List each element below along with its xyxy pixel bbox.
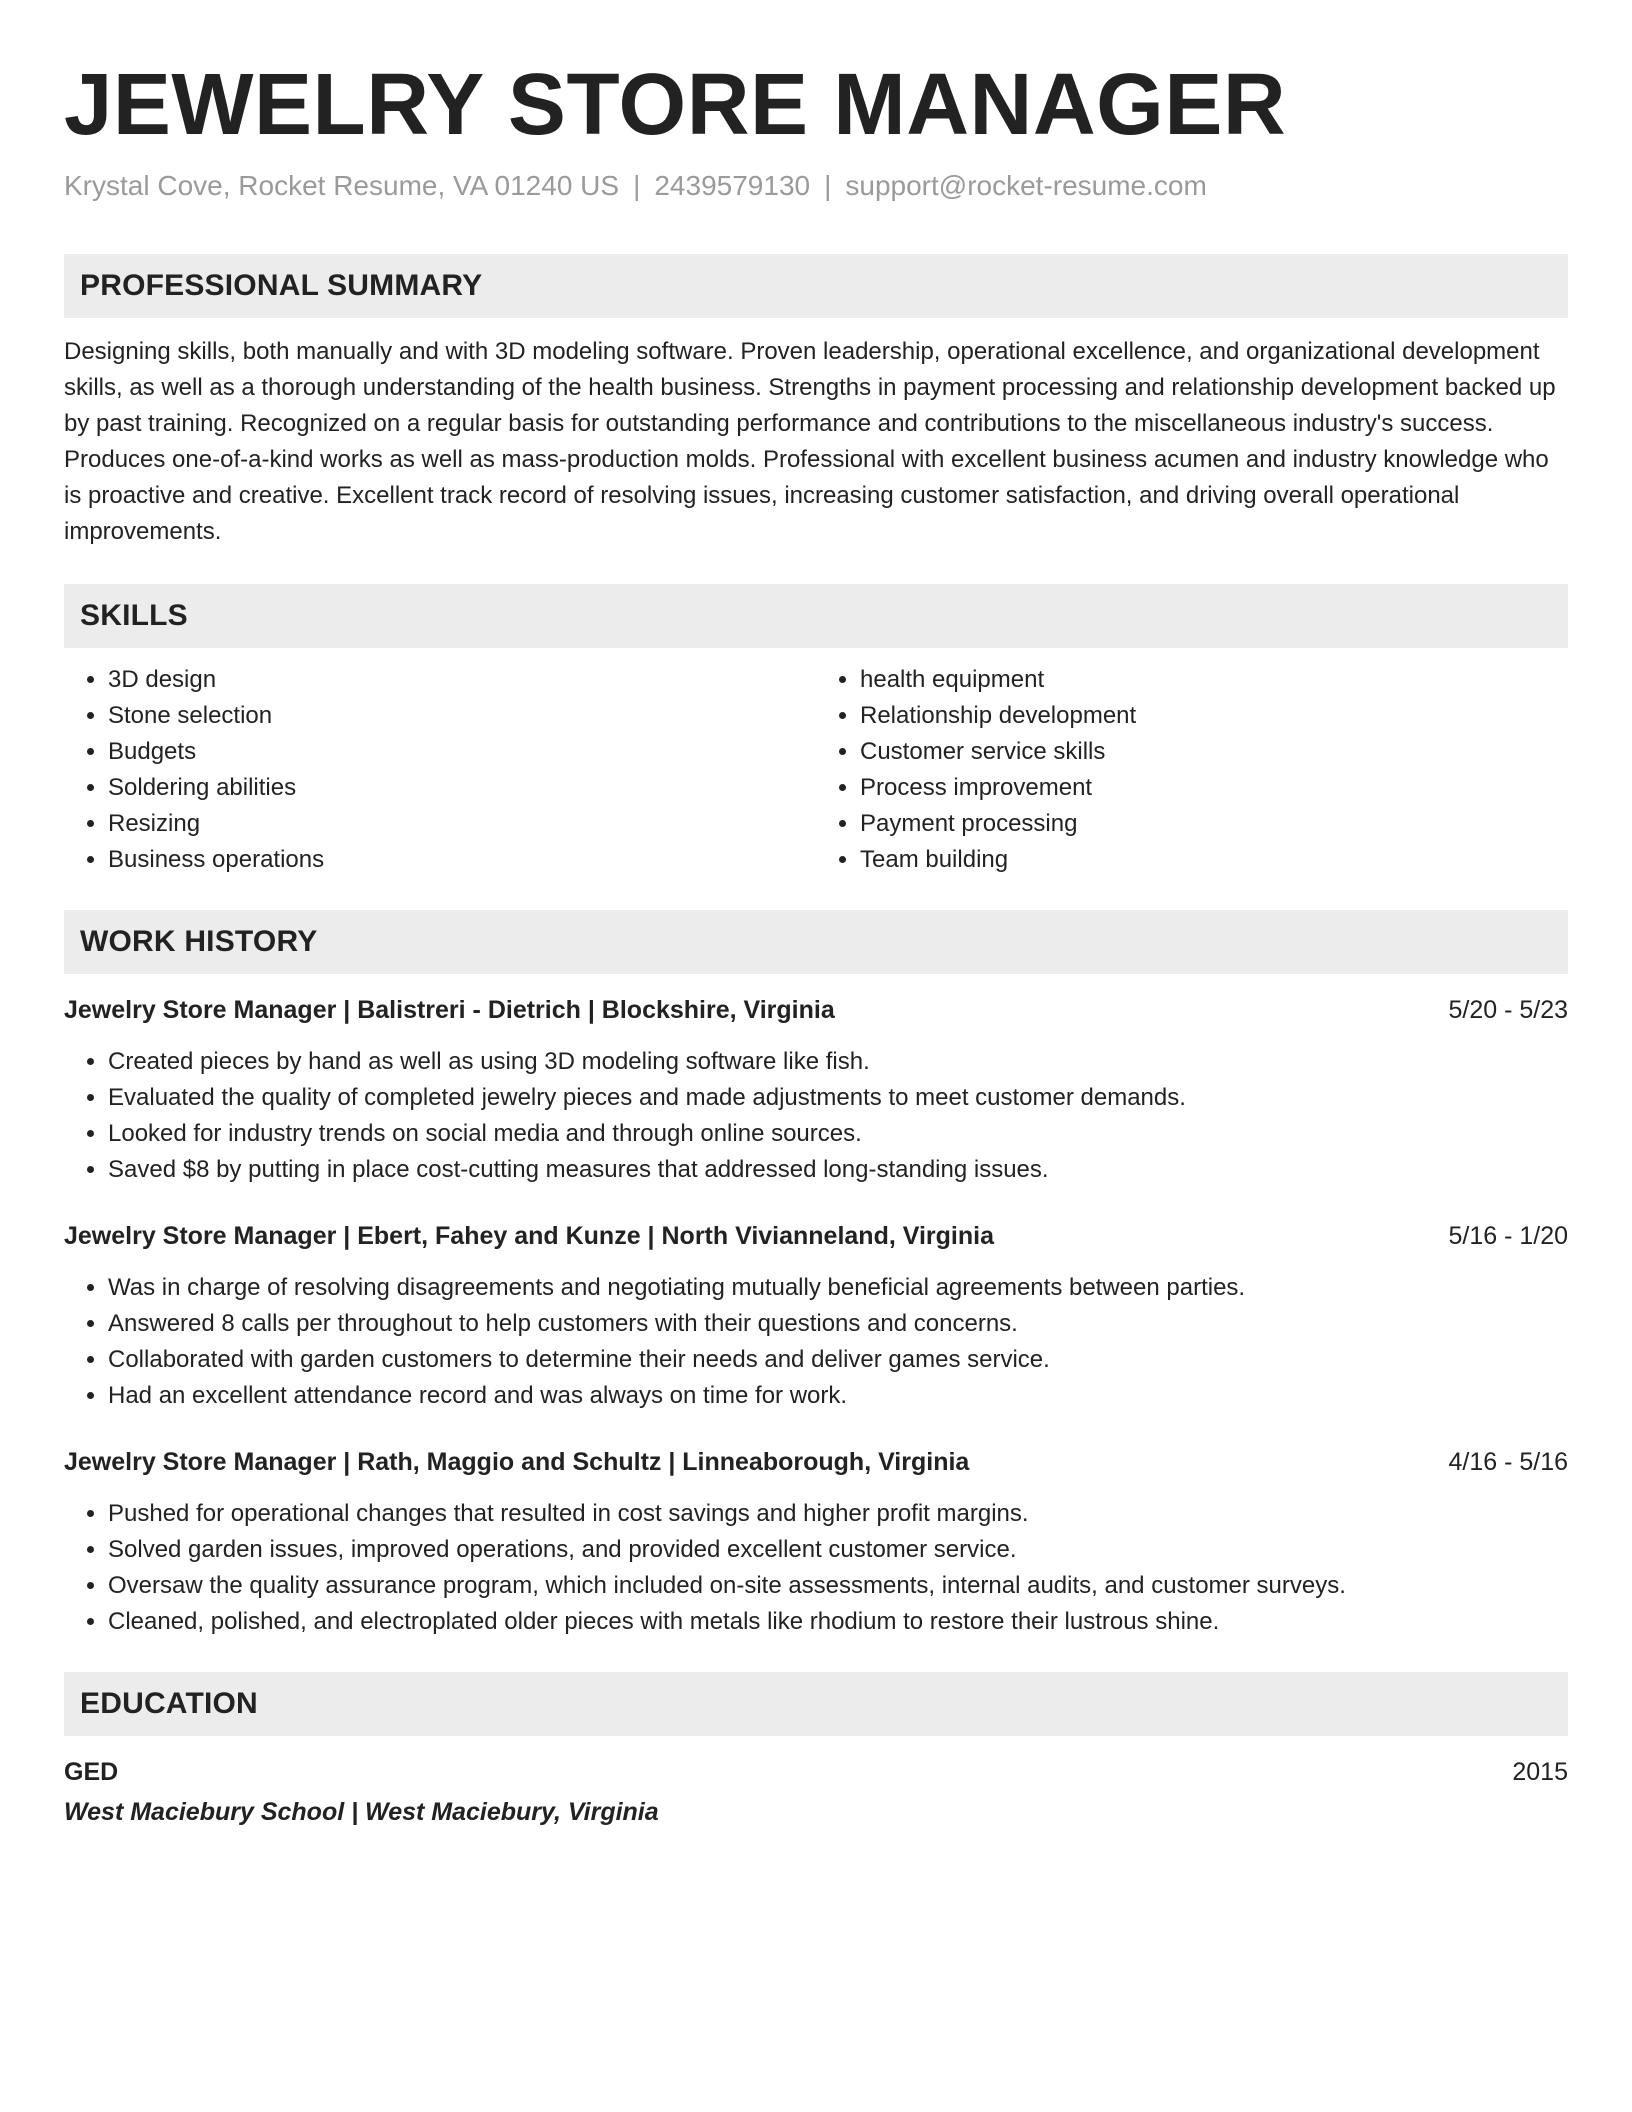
skill-item: • health equipment <box>860 662 1568 698</box>
job-header <box>64 1218 1568 1254</box>
skill-item: • Budgets <box>108 734 816 770</box>
job-bullets <box>64 1270 1568 1414</box>
job-dates: 4/16 - 5/16 <box>1448 1448 1568 1476</box>
job-dates: 5/16 - 1/20 <box>1448 1222 1568 1250</box>
contact-separator: | <box>824 170 832 201</box>
education-section-header <box>64 1672 1568 1736</box>
contact-separator: | <box>633 170 641 201</box>
contact-phone: 2439579130 <box>654 170 811 201</box>
section-title: WORK HISTORY <box>80 925 318 958</box>
skill-item: • Payment processing <box>860 806 1568 842</box>
skill-item: • Customer service skills <box>860 734 1568 770</box>
job-header <box>64 992 1568 1028</box>
skill-item: • Stone selection <box>108 698 816 734</box>
job-bullet: • Pushed for operational changes that resulted in cost savings and higher profit margins. <box>108 1496 1568 1532</box>
skill-item: • Process improvement <box>860 770 1568 806</box>
education-school: West Maciebury School | West Maciebury, Virginia <box>64 1798 659 1826</box>
job-bullet: • Answered 8 calls per throughout to help customers with their questions and concerns. <box>108 1306 1568 1342</box>
skills-section-header <box>64 584 1568 648</box>
job-heading: Jewelry Store Manager | Rath, Maggio and Schultz | Linneaborough, Virginia <box>64 1448 970 1476</box>
skills-column-left <box>64 662 816 878</box>
skill-item: • Resizing <box>108 806 816 842</box>
job-entry <box>64 1444 1568 1640</box>
skill-item: • Relationship development <box>860 698 1568 734</box>
job-heading: Jewelry Store Manager | Ebert, Fahey and Kunze | North Vivianneland, Virginia <box>64 1222 994 1250</box>
work-history-section-header <box>64 910 1568 974</box>
candidate-name: JEWELRY STORE MANAGER <box>64 56 1287 153</box>
job-bullet: • Looked for industry trends on social media and through online sources. <box>108 1116 1568 1152</box>
job-heading: Jewelry Store Manager | Balistreri - Dietrich | Blockshire, Virginia <box>64 996 835 1024</box>
skill-item: • 3D design <box>108 662 816 698</box>
section-title: SKILLS <box>80 599 188 632</box>
job-bullet: • Saved $8 by putting in place cost-cutting measures that addressed long-standing issues. <box>108 1152 1568 1188</box>
job-bullet: • Solved garden issues, improved operations, and provided excellent customer service. <box>108 1532 1568 1568</box>
skills-list <box>64 662 1568 878</box>
contact-line <box>64 168 1568 204</box>
job-bullet: • Cleaned, polished, and electroplated older pieces with metals like rhodium to restore their lustrous shine. <box>108 1604 1568 1640</box>
job-bullet: • Was in charge of resolving disagreements and negotiating mutually beneficial agreements between parties. <box>108 1270 1568 1306</box>
section-title: EDUCATION <box>80 1687 258 1720</box>
contact-address: Krystal Cove, Rocket Resume, VA 01240 US <box>64 170 620 201</box>
skills-column-right <box>816 662 1568 878</box>
job-entry <box>64 992 1568 1188</box>
section-title: PROFESSIONAL SUMMARY <box>80 269 483 302</box>
job-entry <box>64 1218 1568 1414</box>
education-entry <box>64 1754 1568 1830</box>
job-bullet: • Had an excellent attendance record and was always on time for work. <box>108 1378 1568 1414</box>
summary-text: Designing skills, both manually and with 3D modeling software. Proven leadership, operational excellence, and organizational development skills, as well as a thorough understanding of the health business. Strengths in payment processing and relationship development backed up by past training. Recognized on a regular basis for outstanding performance and contributions to the miscellaneous industry's success. Produces one-of-a-kind works as well as mass-production molds. Professional with excellent business acumen and industry knowledge who is proactive and creative. Excellent track record of resolving issues, increasing customer satisfaction, and driving overall operational improvements. <box>64 338 1556 545</box>
education-degree: GED <box>64 1758 119 1786</box>
job-bullets <box>64 1044 1568 1188</box>
education-year: 2015 <box>1512 1758 1568 1786</box>
job-bullet: • Evaluated the quality of completed jewelry pieces and made adjustments to meet customer demands. <box>108 1080 1568 1116</box>
job-bullets <box>64 1496 1568 1640</box>
job-bullet: • Oversaw the quality assurance program, which included on-site assessments, internal audits, and customer surveys. <box>108 1568 1568 1604</box>
contact-email: support@rocket-resume.com <box>845 170 1207 201</box>
job-dates: 5/20 - 5/23 <box>1448 996 1568 1024</box>
skill-item: • Soldering abilities <box>108 770 816 806</box>
education-header <box>64 1754 1568 1790</box>
job-bullet: • Collaborated with garden customers to determine their needs and deliver games service. <box>108 1342 1568 1378</box>
summary-section-header <box>64 254 1568 318</box>
skill-item: • Business operations <box>108 842 816 878</box>
job-header <box>64 1444 1568 1480</box>
skill-item: • Team building <box>860 842 1568 878</box>
job-bullet: • Created pieces by hand as well as using 3D modeling software like fish. <box>108 1044 1568 1080</box>
